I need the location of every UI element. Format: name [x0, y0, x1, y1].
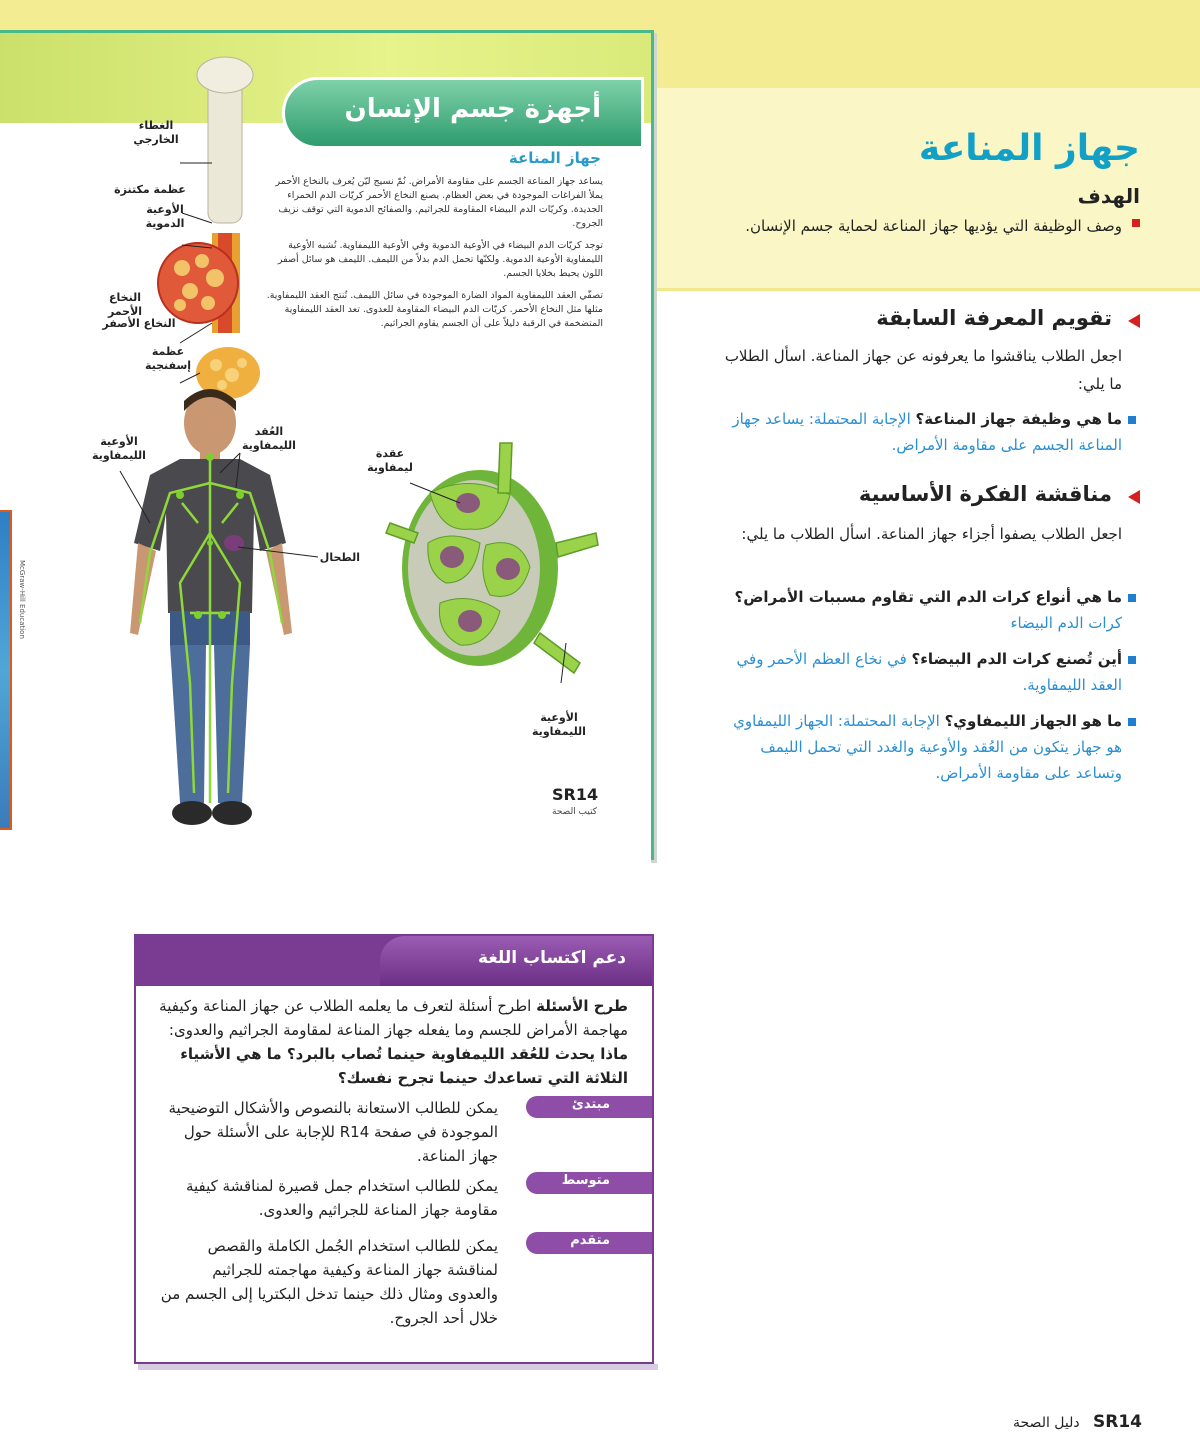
footer-label: دليل الصحة: [1013, 1415, 1080, 1431]
concept-question-3: [722, 708, 1122, 786]
question-text: أين تُصنع كرات الدم البيضاء؟: [911, 650, 1122, 668]
page-title: جهاز المناعة: [918, 128, 1140, 169]
key-concept-heading: [859, 482, 1112, 506]
bullet-square-icon: [1132, 219, 1140, 227]
level-label: مبتدئ: [571, 1097, 610, 1112]
label-lymph-node: عقدة ليمفاوية: [367, 447, 413, 474]
level-text: يمكن للطالب الاستعانة بالنصوص والأشكال التوضيحية الموجودة في صفحة R14 للإجابة على الأسئلة حول جهاز المناعة.: [168, 1099, 498, 1165]
book-footer-name: كتيب الصحة: [552, 807, 598, 817]
question-text: ما هي أنواع كرات الدم التي تقاوم مسببات الأمراض؟: [734, 588, 1122, 606]
triangle-marker-icon: [1128, 490, 1140, 504]
objective-box: [655, 88, 1200, 288]
book-footer-code: SR14: [552, 785, 599, 804]
label-red-marrow: النخاع الأحمر: [107, 291, 143, 318]
bullet-square-icon: [1128, 594, 1136, 602]
level-text: يمكن للطالب استخدام جمل قصيرة لمناقشة كيفية مقاومة جهاز المناعة للجراثيم والعدوى.: [185, 1177, 498, 1219]
bullet-square-icon: [1128, 416, 1136, 424]
credit-text: McGraw-Hill Education: [18, 560, 26, 639]
footer-code: SR14: [1093, 1412, 1142, 1432]
label-lymph-vessels-left: الأوعية الليمفاوية: [92, 435, 146, 462]
book-paragraph-3: تصفّي العقد الليمفاوية المواد الضارة الموجودة في سائل الليمف. تُنتج العقد الليمفاوية. مثلها مثل النخاع الأحمر. كريّات الدم البيضاء المقاومة للعدوى. تعد العقد الليمفاوية المتضخمة في الرقبة دليلاً على أن الجسم يقاوم الجراثيم.: [266, 290, 603, 329]
question-text: ما هي وظيفة جهاز المناعة؟: [915, 410, 1122, 428]
label-blood-vessels: الأوعية الدموية: [145, 203, 185, 230]
book-banner-title: أجهزة جسم الإنسان: [344, 94, 601, 124]
questioning-lead: طرح الأسئلة: [536, 997, 628, 1015]
questioning-questions: ماذا يحدث للعُقد الليمفاوية حينما تُصاب بالبرد؟ ما هي الأشياء الثلاثة التي تساعدك حينما تجرح نفسك؟: [180, 1045, 628, 1087]
question-text: ما هو الجهاز الليمفاوي؟: [944, 712, 1122, 730]
concept-question-2: [712, 646, 1122, 698]
student-book-page: [0, 30, 654, 860]
level-label: متوسط: [561, 1173, 610, 1188]
language-support-box: [134, 934, 654, 1364]
label-spleen: الطحال: [319, 551, 360, 564]
level-label: متقدم: [570, 1233, 610, 1248]
questioning-text: اطرح أسئلة لتعرف ما يعلمه الطلاب عن جهاز المناعة وكيفية مهاجمة الأمراض للجسم وما يفعله جهاز المناعة لمقاومة الجراثيم والعدوى:: [159, 997, 628, 1039]
level-text: يمكن للطالب استخدام الجُمل الكاملة والقصص لمناقشة جهاز المناعة وكيفية مهاجمته للجراثيم والعدوى ومثال ذلك حينما تدخل البكتريا إلى الجسم من خلال أحد الجروح.: [160, 1237, 498, 1327]
goal-text: وصف الوظيفة التي يؤديها جهاز المناعة لحماية جسم الإنسان.: [745, 217, 1122, 235]
label-outer-cover: الغطاء الخارجي: [133, 119, 179, 146]
box-shadow: [138, 1364, 658, 1370]
book-paragraph-1: يساعد جهاز المناعة الجسم على مقاومة الأمراض. نُمّ نسيج ليّن يُعرف بالنخاع الأحمر يملأ الفراغات الموجودة في بعض العظام. يصنع النخاع الأحمر كريّات الدم الحمراء الجديدة. وكريّات الدم البيضاء المقاومة للجراثيم. والصفائح الدموية التي توقف نزيف الجروح.: [275, 176, 603, 229]
answer-text: الإجابة المحتملة: الجهاز الليمفاوي هو جهاز يتكون من العُقد والأوعية والغدد التي تحمل الليمف وتساعد على مقاومة الأمراض.: [733, 712, 1122, 782]
book-section-heading: جهاز المناعة: [508, 149, 601, 167]
language-support-tab: [380, 936, 652, 986]
triangle-marker-icon: [1128, 314, 1140, 328]
answer-text: في نخاع العظم الأحمر وفي العقد الليمفاوية.: [736, 650, 1122, 694]
prior-knowledge-heading-text: تقويم المعرفة السابقة: [876, 306, 1112, 330]
intermediate-text: [158, 1174, 628, 1222]
page-footer: [1013, 1412, 1142, 1432]
leader-lines: [0, 33, 651, 863]
language-support-title: دعم اكتساب اللغة: [478, 948, 626, 968]
bullet-square-icon: [1128, 656, 1136, 664]
goal-heading: الهدف: [1077, 184, 1140, 208]
concept-question-1: [702, 584, 1122, 636]
prior-knowledge-intro: اجعل الطلاب يناقشوا ما يعرفونه عن جهاز المناعة. اسأل الطلاب ما يلي:: [724, 347, 1122, 393]
prior-knowledge-heading: [876, 306, 1112, 330]
label-lymph-nodes: العُقد الليمفاوية: [242, 425, 296, 452]
key-concept-intro: اجعل الطلاب يصفوا أجزاء جهاز المناعة. اسأل الطلاب ما يلي:: [741, 525, 1122, 543]
label-spongy-bone: عظمة إسفنجية: [144, 345, 192, 372]
book-paragraph-2: توجد كريّات الدم البيضاء في الأوعية الدموية وفي الأوعية الليمفاوية. تُشبه الأوعية الليمفاوية الأوعية الدموية. ولكنّها تحمل الدم بدلاً من الليمف. الليمف هو سائل أصفر اللون يحيط بخلايا الجسم.: [277, 240, 603, 279]
divider: [655, 288, 1200, 291]
advanced-text: [158, 1234, 628, 1330]
label-compact-bone: عظمة مكتنزة: [114, 183, 186, 196]
prior-question-1: [702, 406, 1122, 458]
bullet-square-icon: [1128, 718, 1136, 726]
label-lymph-vessels-right: الأوعية الليمفاوية: [532, 711, 586, 738]
key-concept-heading-text: مناقشة الفكرة الأساسية: [858, 482, 1112, 506]
questioning-paragraph: [158, 994, 628, 1090]
answer-text: كرات الدم البيضاء: [1010, 614, 1122, 632]
adjacent-page-edge: [0, 510, 12, 830]
label-yellow-marrow: النخاع الأصفر: [102, 317, 176, 330]
answer-text: الإجابة المحتملة: يساعد جهاز المناعة الجسم على مقاومة الأمراض.: [732, 410, 1122, 454]
beginner-text: [158, 1096, 628, 1168]
